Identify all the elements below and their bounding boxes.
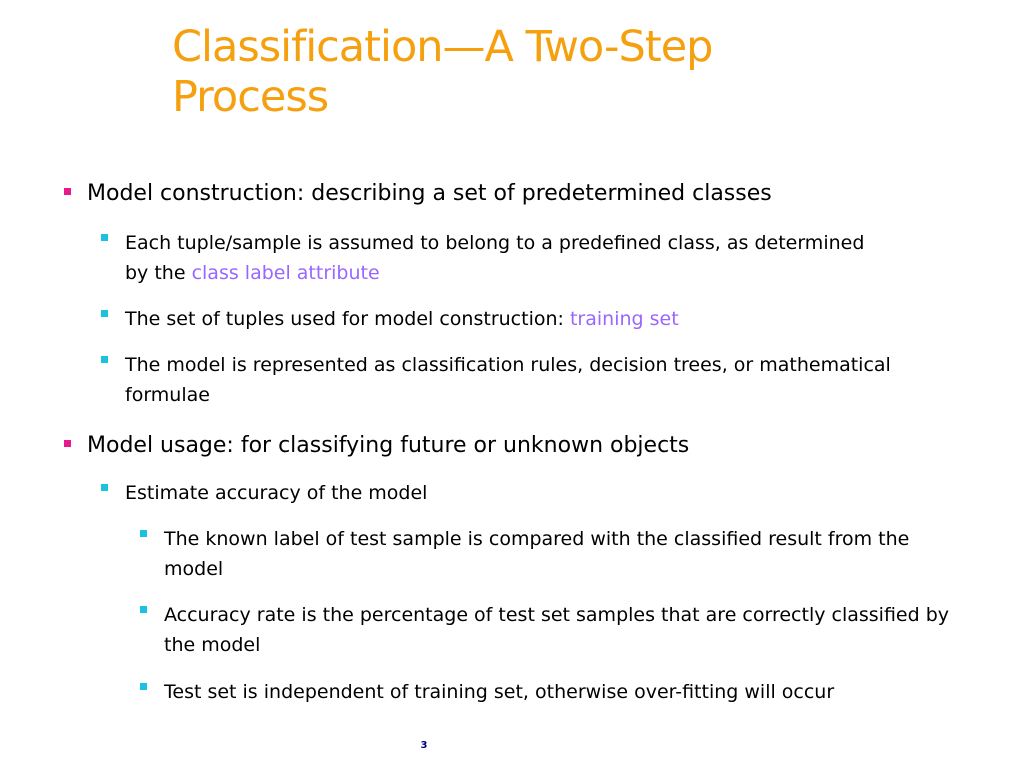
bullet-class-label-attribute [101,228,881,288]
bullet-text [125,228,881,288]
square-bullet-icon [101,310,108,317]
bullet-text-plain: The set of tuples used for model construction: [125,308,570,330]
bullet-model-construction [64,180,964,208]
square-bullet-icon [101,356,108,363]
square-bullet-icon [64,188,71,195]
slide-title-line1: Classification—A Two-Step [172,22,713,72]
square-bullet-icon [101,234,108,241]
page-number: 3 [420,740,428,751]
slide-title [172,22,972,122]
bullet-text-plain: Each tuple/sample is assumed to belong to a predefined class, as determined by the [125,232,865,284]
bullet-test-set-independent [140,677,930,707]
bullet-text: Estimate accuracy of the model [125,482,428,504]
bullet-text: Test set is independent of training set, otherwise over-fitting will occur [164,681,835,703]
bullet-estimate-accuracy [101,478,901,508]
bullet-known-label [140,524,960,584]
square-bullet-icon [64,440,71,447]
bullet-text: The model is represented as classification rules, decision trees, or mathematical formulae [125,354,891,406]
slide-title-line2: Process [172,72,329,122]
square-bullet-icon [140,683,147,690]
square-bullet-icon [101,484,108,491]
bullet-accuracy-rate [140,600,960,660]
highlight-term: training set [569,308,679,330]
highlight-term: class label attribute [191,262,380,284]
square-bullet-icon [140,606,147,613]
bullet-text [125,304,941,334]
bullet-text: The known label of test sample is compared with the classified result from the model [164,528,910,580]
bullet-model-usage [64,432,964,460]
bullet-model-representation [101,350,891,410]
bullet-text: Model usage: for classifying future or unknown objects [87,433,690,458]
bullet-text: Model construction: describing a set of predetermined classes [87,181,772,206]
bullet-training-set [101,304,941,334]
square-bullet-icon [140,530,147,537]
bullet-text: Accuracy rate is the percentage of test set samples that are correctly classified by the model [164,604,950,656]
